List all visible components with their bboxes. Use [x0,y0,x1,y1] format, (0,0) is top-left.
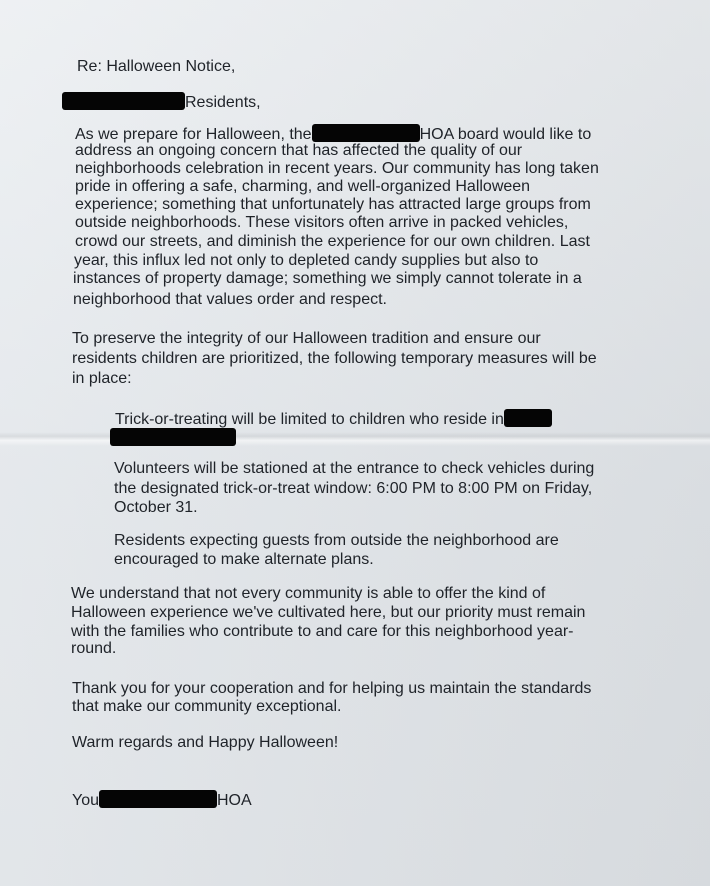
measure-2-line: Volunteers will be stationed at the entrance to check vehicles during [114,460,595,477]
salutation-text: Residents, [185,94,261,111]
paragraph-3-line: We understand that not every community is able to offer the kind of [71,585,546,602]
paragraph-1-line: year, this influx led not only to depleted candy supplies but also to [74,252,539,269]
letter-signature: You HOA [72,792,252,809]
paragraph-2-line: in place: [72,370,132,387]
redaction-bar [504,409,552,427]
redaction-bar [62,92,185,110]
paper-fold-crease [0,432,710,446]
paragraph-4-line: that make our community exceptional. [72,698,342,715]
paragraph-1-line: instances of property damage; something we simply cannot tolerate in a [73,270,582,287]
paragraph-3-line: round. [71,640,117,657]
paragraph-3-line: with the families who contribute to and care for this neighborhood year- [71,623,574,640]
paragraph-1-line-1: As we prepare for Halloween, the HOA board would like to [75,126,592,143]
paragraph-1-line: neighborhood that values order and respect. [73,291,387,308]
measure-1-line-1: Trick-or-treating will be limited to children who reside in [115,409,552,429]
paragraph-2-line: To preserve the integrity of our Halloween tradition and ensure our [72,330,541,347]
measure-2-line: the designated trick-or-treat window: 6:00 PM to 8:00 PM on Friday, [114,480,593,497]
measure-2-line: October 31. [114,499,198,516]
redaction-bar [312,124,420,142]
measure-1-line-2 [110,428,236,448]
redaction-bar [99,790,217,808]
paragraph-1-line: crowd our streets, and diminish the experience for our own children. Last [75,233,590,250]
letter-subject: Re: Halloween Notice, [77,58,236,75]
paragraph-1-line: experience; something that unfortunately has attracted large groups from [75,196,591,213]
measure-3-line: Residents expecting guests from outside the neighborhood are [114,532,559,549]
paragraph-1-line: pride in offering a safe, charming, and well-organized Halloween [75,178,531,195]
paragraph-2-line: residents children are prioritized, the following temporary measures will be [72,350,597,367]
measure-3-line: encouraged to make alternate plans. [114,551,374,568]
paragraph-1-line: address an ongoing concern that has affected the quality of our [75,142,523,159]
paragraph-1-line: outside neighborhoods. These visitors often arrive in packed vehicles, [75,214,569,231]
paragraph-1-line: neighborhoods celebration in recent years. Our community has long taken [75,160,599,177]
paragraph-3-line: Halloween experience we've cultivated here, but our priority must remain [71,604,586,621]
letter-closing: Warm regards and Happy Halloween! [72,734,339,751]
paragraph-4-line: Thank you for your cooperation and for helping us maintain the standards [72,680,592,697]
letter-salutation [62,92,261,112]
redaction-bar [110,428,236,446]
